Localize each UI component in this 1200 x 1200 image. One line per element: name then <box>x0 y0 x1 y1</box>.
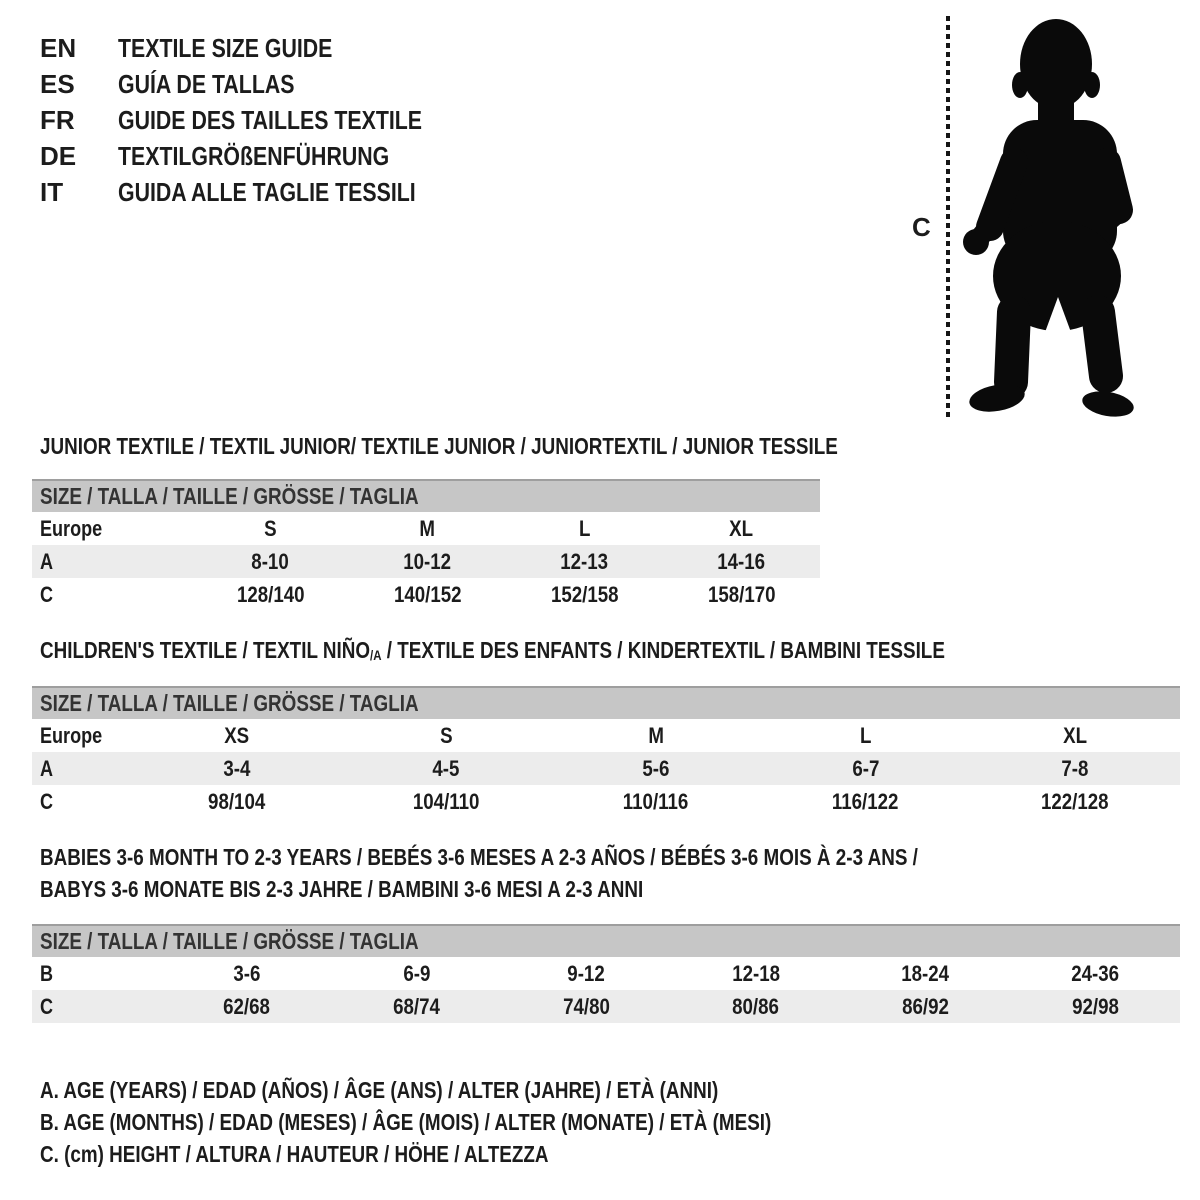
table-row-europe <box>32 719 1180 752</box>
size-header-band <box>32 686 1180 719</box>
language-row-en <box>40 30 489 66</box>
babies-size-table <box>32 924 1180 1023</box>
size-cell: 158/170 <box>707 581 776 607</box>
size-cell: 12-13 <box>560 548 609 574</box>
legend-line-a: A. AGE (YEARS) / EDAD (AÑOS) / ÂGE (ANS) / ALTER (JAHRE) / ETÀ (ANNI) <box>40 1076 719 1103</box>
guide-title-es: GUÍA DE TALLAS <box>118 68 295 99</box>
size-cell: 92/98 <box>1071 993 1119 1019</box>
size-cell: 128/140 <box>236 581 305 607</box>
row-label: Europe <box>40 515 103 541</box>
size-cell: XL <box>729 515 754 541</box>
size-cell: 4-5 <box>432 755 460 781</box>
table-row-age-years <box>32 545 820 578</box>
row-label: A <box>40 755 54 781</box>
size-cell: 86/92 <box>902 993 949 1019</box>
language-row-it <box>40 174 489 210</box>
size-cell: 6-7 <box>852 755 880 781</box>
size-cell: 110/116 <box>623 788 689 814</box>
size-cell: 9-12 <box>567 960 605 986</box>
language-row-es <box>40 66 489 102</box>
size-header: SIZE / TALLA / TAILLE / GRÖSSE / TAGLIA <box>40 690 419 716</box>
size-cell: XS <box>224 722 250 748</box>
guide-title-de: TEXTILGRÖßENFÜHRUNG <box>118 140 390 171</box>
size-cell: 8-10 <box>251 548 290 574</box>
size-cell: S <box>264 515 277 541</box>
language-code: FR <box>40 104 75 135</box>
size-cell: 12-18 <box>731 960 780 986</box>
size-cell: 104/110 <box>413 788 480 814</box>
size-cell: 7-8 <box>1061 755 1089 781</box>
size-header: SIZE / TALLA / TAILLE / GRÖSSE / TAGLIA <box>40 928 419 954</box>
row-label: B <box>40 960 54 986</box>
nino-a-subscript: /A <box>370 647 382 663</box>
row-label: C <box>40 788 54 814</box>
size-cell: 98/104 <box>208 788 266 814</box>
size-header: SIZE / TALLA / TAILLE / GRÖSSE / TAGLIA <box>40 483 419 509</box>
language-code: EN <box>40 32 77 63</box>
size-cell: 62/68 <box>223 993 271 1019</box>
size-cell: 68/74 <box>393 993 440 1019</box>
junior-size-table <box>32 479 820 611</box>
size-cell: 3-4 <box>223 755 251 781</box>
size-cell: 5-6 <box>642 755 670 781</box>
row-label: C <box>40 581 54 607</box>
language-code: IT <box>40 176 64 207</box>
size-cell: 140/152 <box>393 581 462 607</box>
language-code: DE <box>40 140 77 171</box>
size-cell: L <box>859 722 872 748</box>
table-row-age-months <box>32 957 1180 990</box>
row-label: Europe <box>40 722 103 748</box>
size-cell: 24-36 <box>1071 960 1120 986</box>
language-row-de <box>40 138 489 174</box>
size-cell: 14-16 <box>717 548 766 574</box>
size-cell: 152/158 <box>550 581 619 607</box>
size-cell: 10-12 <box>403 548 452 574</box>
row-label: A <box>40 548 54 574</box>
table-row-height <box>32 990 1180 1023</box>
legend <box>40 1074 932 1170</box>
language-code: ES <box>40 68 75 99</box>
height-measure-dashed-line <box>946 16 950 418</box>
legend-line-c: C. (cm) HEIGHT / ALTURA / HAUTEUR / HÖHE / ALTEZZA <box>40 1140 549 1167</box>
size-cell: 74/80 <box>562 993 610 1019</box>
table-row-height <box>32 578 820 611</box>
size-header-band <box>32 924 1180 957</box>
size-cell: 122/128 <box>1041 788 1109 814</box>
size-cell: M <box>419 515 436 541</box>
guide-title-it: GUIDA ALLE TAGLIE TESSILI <box>118 176 416 207</box>
legend-line-b: B. AGE (MONTHS) / EDAD (MESES) / ÂGE (MOIS) / ALTER (MONATE) / ETÀ (MESI) <box>40 1108 772 1135</box>
size-cell: 80/86 <box>732 993 780 1019</box>
height-measure-label: C <box>912 212 931 242</box>
language-list <box>40 30 489 210</box>
size-cell: 3-6 <box>233 960 261 986</box>
size-cell: 6-9 <box>402 960 431 986</box>
size-cell: M <box>648 722 664 748</box>
table-row-age-years <box>32 752 1180 785</box>
guide-title-en: TEXTILE SIZE GUIDE <box>118 32 333 63</box>
junior-section-title: JUNIOR TEXTILE / TEXTIL JUNIOR/ TEXTILE JUNIOR / JUNIORTEXTIL / JUNIOR TESSILE <box>40 433 838 459</box>
toddler-silhouette <box>958 14 1136 426</box>
babies-section-title-line1: BABIES 3-6 MONTH TO 2-3 YEARS / BEBÉS 3-6 MESES A 2-3 AÑOS / BÉBÉS 3-6 MOIS À 2-3 ANS / <box>40 844 918 870</box>
table-row-europe <box>32 512 820 545</box>
size-cell: XL <box>1063 722 1088 748</box>
children-size-table <box>32 686 1180 818</box>
size-cell: S <box>440 722 453 748</box>
guide-title-fr: GUIDE DES TAILLES TEXTILE <box>118 104 423 135</box>
language-row-fr <box>40 102 489 138</box>
size-cell: 18-24 <box>901 960 950 986</box>
size-header-band <box>32 479 820 512</box>
size-cell: L <box>578 515 591 541</box>
size-cell: 116/122 <box>832 788 899 814</box>
children-section-title: CHILDREN'S TEXTILE / TEXTIL NIÑO/A / TEXTILE DES ENFANTS / KINDERTEXTIL / BAMBINI TESSILE <box>40 637 945 663</box>
row-label: C <box>40 993 54 1019</box>
table-row-height <box>32 785 1180 818</box>
babies-section-title-line2: BABYS 3-6 MONATE BIS 2-3 JAHRE / BAMBINI 3-6 MESI A 2-3 ANNI <box>40 876 644 902</box>
